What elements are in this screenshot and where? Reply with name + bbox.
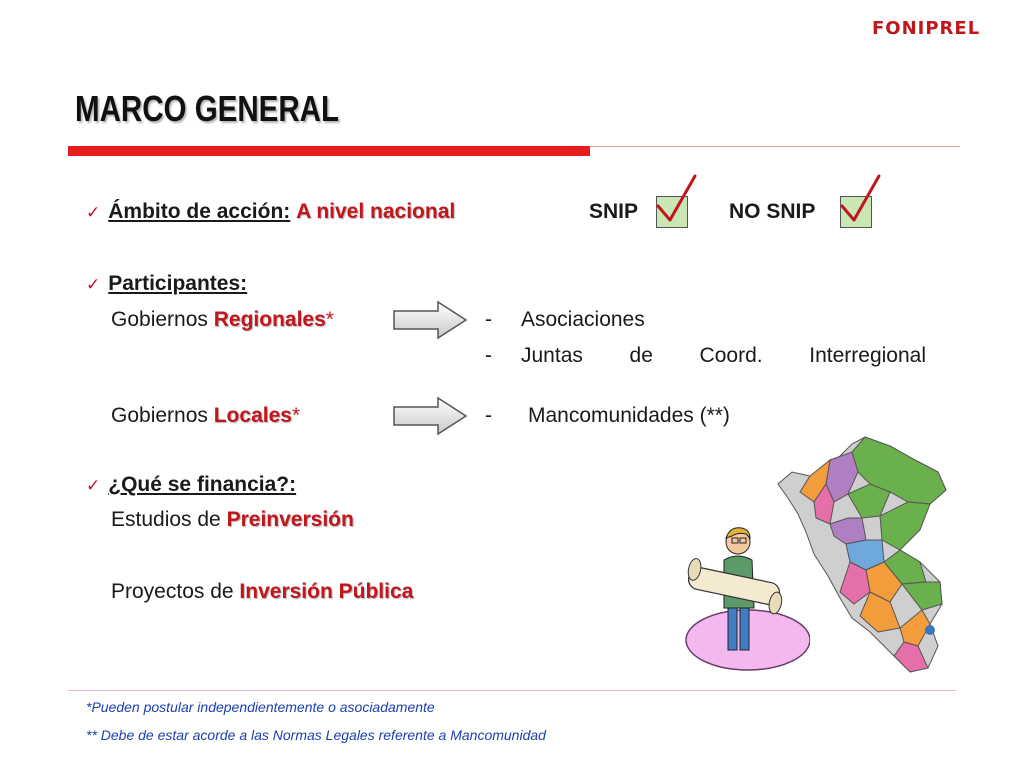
footer-divider xyxy=(68,690,956,691)
item1-prefix: Estudios de xyxy=(111,508,221,531)
regional-item-1: Asociaciones xyxy=(521,308,645,331)
title-thin-line xyxy=(590,146,960,147)
title-red-bar xyxy=(68,146,590,156)
financia-label: ¿Qué se financia?: xyxy=(108,473,297,496)
arrow-right-icon xyxy=(392,300,470,340)
footer-note-1: *Pueden postular independientemente o asociadamente xyxy=(86,699,435,715)
peru-regions-map xyxy=(770,432,960,682)
participantes-row xyxy=(86,272,247,296)
locales-word: Locales xyxy=(213,404,292,427)
financia-item-2 xyxy=(111,580,413,604)
gobiernos-regionales xyxy=(111,308,334,332)
regionales-prefix: Gobiernos xyxy=(111,308,208,331)
dash-3: - xyxy=(485,404,492,427)
check-icon: ✓ xyxy=(86,476,101,496)
no-snip-checkmark-icon xyxy=(834,172,884,228)
participantes-label: Participantes: xyxy=(108,272,248,295)
local-item-1: Mancomunidades (**) xyxy=(528,404,730,427)
financia-item-1 xyxy=(111,508,354,532)
snip-checkmark-icon xyxy=(650,172,700,228)
gobiernos-locales xyxy=(111,404,300,428)
arrow-right-icon xyxy=(392,396,470,436)
locales-prefix: Gobiernos xyxy=(111,404,208,427)
item2-prefix: Proyectos de xyxy=(111,580,234,603)
footer-note-2: ** Debe de estar acorde a las Normas Legales referente a Mancomunidad xyxy=(86,727,546,743)
snip-label: SNIP xyxy=(589,200,639,223)
ambito-label: Ámbito de acción: xyxy=(108,200,291,223)
dash-2: - xyxy=(485,344,492,367)
ambito-row xyxy=(86,200,455,224)
regionales-asterisk: * xyxy=(325,308,334,331)
item2-word: Inversión Pública xyxy=(239,580,414,603)
no-snip-label: NO SNIP xyxy=(729,200,816,223)
item1-word: Preinversión xyxy=(226,508,354,531)
locales-asterisk: * xyxy=(291,404,301,427)
foniprel-logo: FONIPREL xyxy=(872,18,981,39)
slide-title: MARCO GENERAL xyxy=(75,88,340,129)
financia-row xyxy=(86,473,296,497)
regional-item-2: Juntas de Coord. Interregional xyxy=(521,344,926,367)
ambito-value: A nivel nacional xyxy=(296,200,456,223)
check-icon: ✓ xyxy=(86,203,101,223)
dash-1: - xyxy=(485,308,492,331)
check-icon: ✓ xyxy=(86,275,101,295)
regionales-word: Regionales xyxy=(213,308,326,331)
lake-titicaca-icon xyxy=(925,625,935,635)
